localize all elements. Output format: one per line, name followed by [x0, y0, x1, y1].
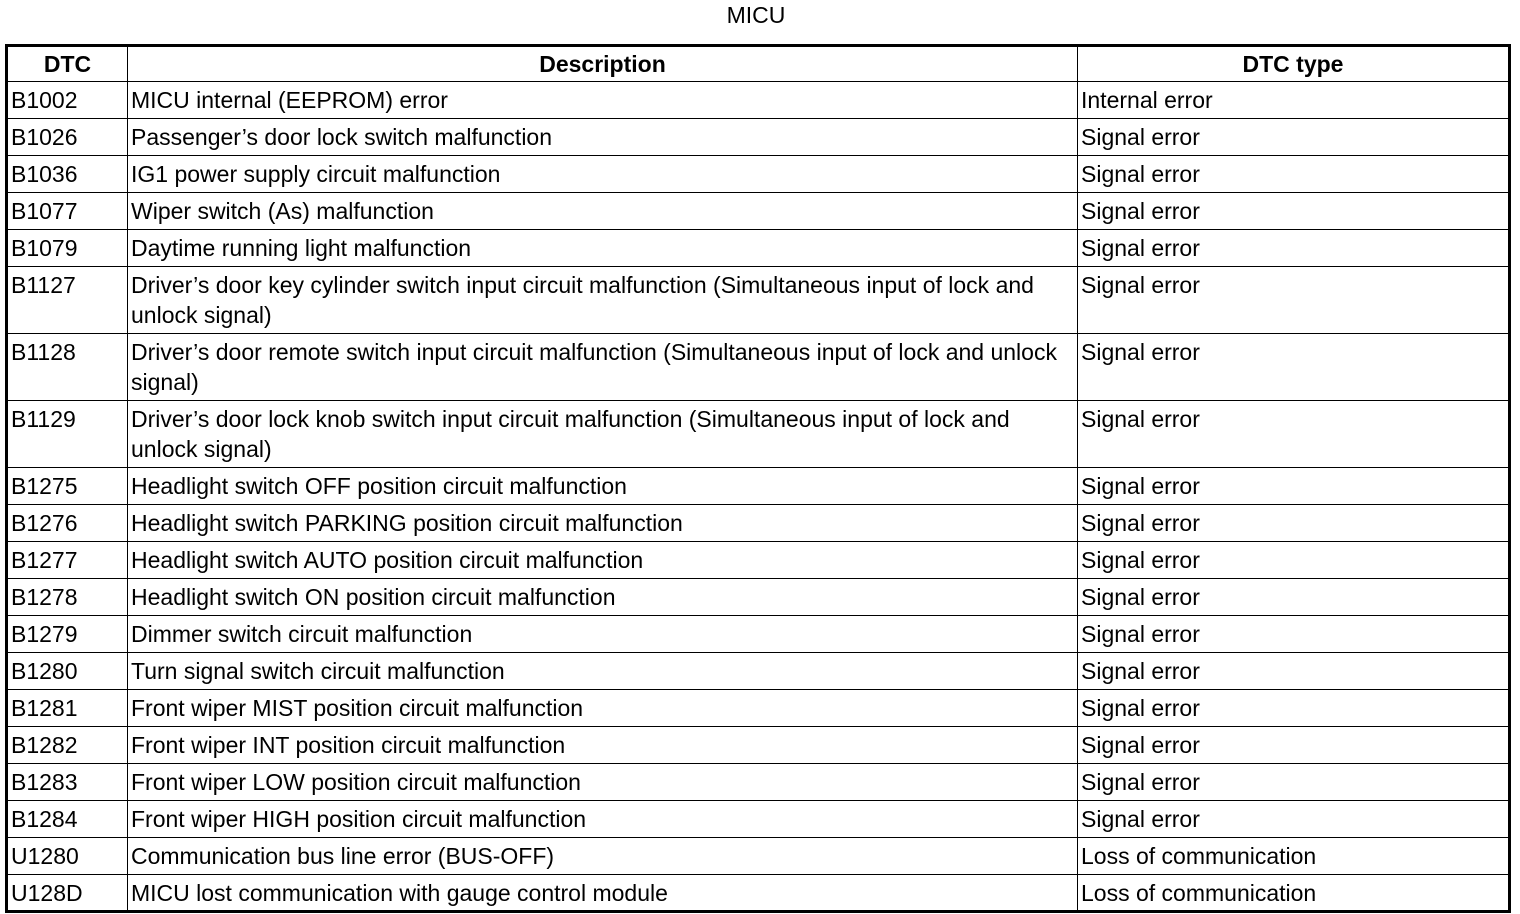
dtc-code: B1282: [7, 727, 128, 764]
dtc-code: B1036: [7, 156, 128, 193]
table-row: [7, 267, 1510, 334]
dtc-code: B1275: [7, 468, 128, 505]
table-row: [7, 579, 1510, 616]
table-row: [7, 82, 1510, 119]
table-row: [7, 230, 1510, 267]
dtc-type: Signal error: [1078, 230, 1510, 267]
table-row: [7, 193, 1510, 230]
dtc-type: Signal error: [1078, 653, 1510, 690]
dtc-type: Signal error: [1078, 505, 1510, 542]
table-row: [7, 542, 1510, 579]
dtc-type: Signal error: [1078, 156, 1510, 193]
dtc-type: Signal error: [1078, 579, 1510, 616]
dtc-code: B1283: [7, 764, 128, 801]
dtc-code: B1129: [7, 401, 128, 468]
table-header-row: [7, 46, 1510, 82]
dtc-description: Headlight switch ON position circuit malfunction: [128, 579, 1078, 616]
header-dtc: DTC: [7, 46, 128, 82]
dtc-code: B1279: [7, 616, 128, 653]
dtc-type: Signal error: [1078, 193, 1510, 230]
dtc-description: Daytime running light malfunction: [128, 230, 1078, 267]
dtc-description: IG1 power supply circuit malfunction: [128, 156, 1078, 193]
table-row: [7, 690, 1510, 727]
dtc-description: Headlight switch PARKING position circuit malfunction: [128, 505, 1078, 542]
dtc-code: U128D: [7, 875, 128, 912]
header-description: Description: [128, 46, 1078, 82]
dtc-type: Signal error: [1078, 616, 1510, 653]
table-row: [7, 401, 1510, 468]
table-row: [7, 727, 1510, 764]
dtc-code: B1026: [7, 119, 128, 156]
dtc-code: B1128: [7, 334, 128, 401]
table-row: [7, 801, 1510, 838]
dtc-type: Signal error: [1078, 267, 1510, 334]
dtc-description: Wiper switch (As) malfunction: [128, 193, 1078, 230]
dtc-code: B1276: [7, 505, 128, 542]
dtc-type: Signal error: [1078, 401, 1510, 468]
dtc-description: Driver’s door remote switch input circuit malfunction (Simultaneous input of lock and unlock signal): [128, 334, 1078, 401]
table-row: [7, 616, 1510, 653]
dtc-code: B1284: [7, 801, 128, 838]
dtc-type: Signal error: [1078, 764, 1510, 801]
dtc-description: Communication bus line error (BUS-OFF): [128, 838, 1078, 875]
dtc-type: Signal error: [1078, 690, 1510, 727]
dtc-code: B1127: [7, 267, 128, 334]
dtc-description: Front wiper MIST position circuit malfunction: [128, 690, 1078, 727]
dtc-code: B1280: [7, 653, 128, 690]
table-row: [7, 764, 1510, 801]
dtc-description: MICU internal (EEPROM) error: [128, 82, 1078, 119]
document-title: MICU: [726, 2, 786, 28]
dtc-type: Signal error: [1078, 542, 1510, 579]
dtc-description: Passenger’s door lock switch malfunction: [128, 119, 1078, 156]
header-dtc-type: DTC type: [1078, 46, 1510, 82]
dtc-code: B1281: [7, 690, 128, 727]
dtc-code: B1079: [7, 230, 128, 267]
dtc-type: Signal error: [1078, 334, 1510, 401]
dtc-description: Front wiper INT position circuit malfunction: [128, 727, 1078, 764]
dtc-type: Signal error: [1078, 468, 1510, 505]
dtc-table: [5, 44, 1511, 913]
table-row: [7, 156, 1510, 193]
table-row: [7, 653, 1510, 690]
dtc-code: B1002: [7, 82, 128, 119]
table-row: [7, 505, 1510, 542]
dtc-type: Loss of communication: [1078, 875, 1510, 912]
dtc-description: Headlight switch AUTO position circuit malfunction: [128, 542, 1078, 579]
dtc-description: MICU lost communication with gauge control module: [128, 875, 1078, 912]
dtc-description: Headlight switch OFF position circuit malfunction: [128, 468, 1078, 505]
table-row: [7, 119, 1510, 156]
dtc-code: B1277: [7, 542, 128, 579]
dtc-code: B1077: [7, 193, 128, 230]
dtc-description: Front wiper HIGH position circuit malfunction: [128, 801, 1078, 838]
dtc-type: Internal error: [1078, 82, 1510, 119]
dtc-code: B1278: [7, 579, 128, 616]
dtc-type: Signal error: [1078, 801, 1510, 838]
table-row: [7, 334, 1510, 401]
dtc-description: Turn signal switch circuit malfunction: [128, 653, 1078, 690]
table-row: [7, 875, 1510, 912]
dtc-type: Loss of communication: [1078, 838, 1510, 875]
dtc-description: Front wiper LOW position circuit malfunction: [128, 764, 1078, 801]
dtc-description: Driver’s door lock knob switch input circuit malfunction (Simultaneous input of lock and unlock signal): [128, 401, 1078, 468]
dtc-description: Dimmer switch circuit malfunction: [128, 616, 1078, 653]
table-row: [7, 838, 1510, 875]
dtc-type: Signal error: [1078, 119, 1510, 156]
dtc-type: Signal error: [1078, 727, 1510, 764]
dtc-code: U1280: [7, 838, 128, 875]
table-row: [7, 468, 1510, 505]
dtc-description: Driver’s door key cylinder switch input circuit malfunction (Simultaneous input of lock and unlock signal): [128, 267, 1078, 334]
